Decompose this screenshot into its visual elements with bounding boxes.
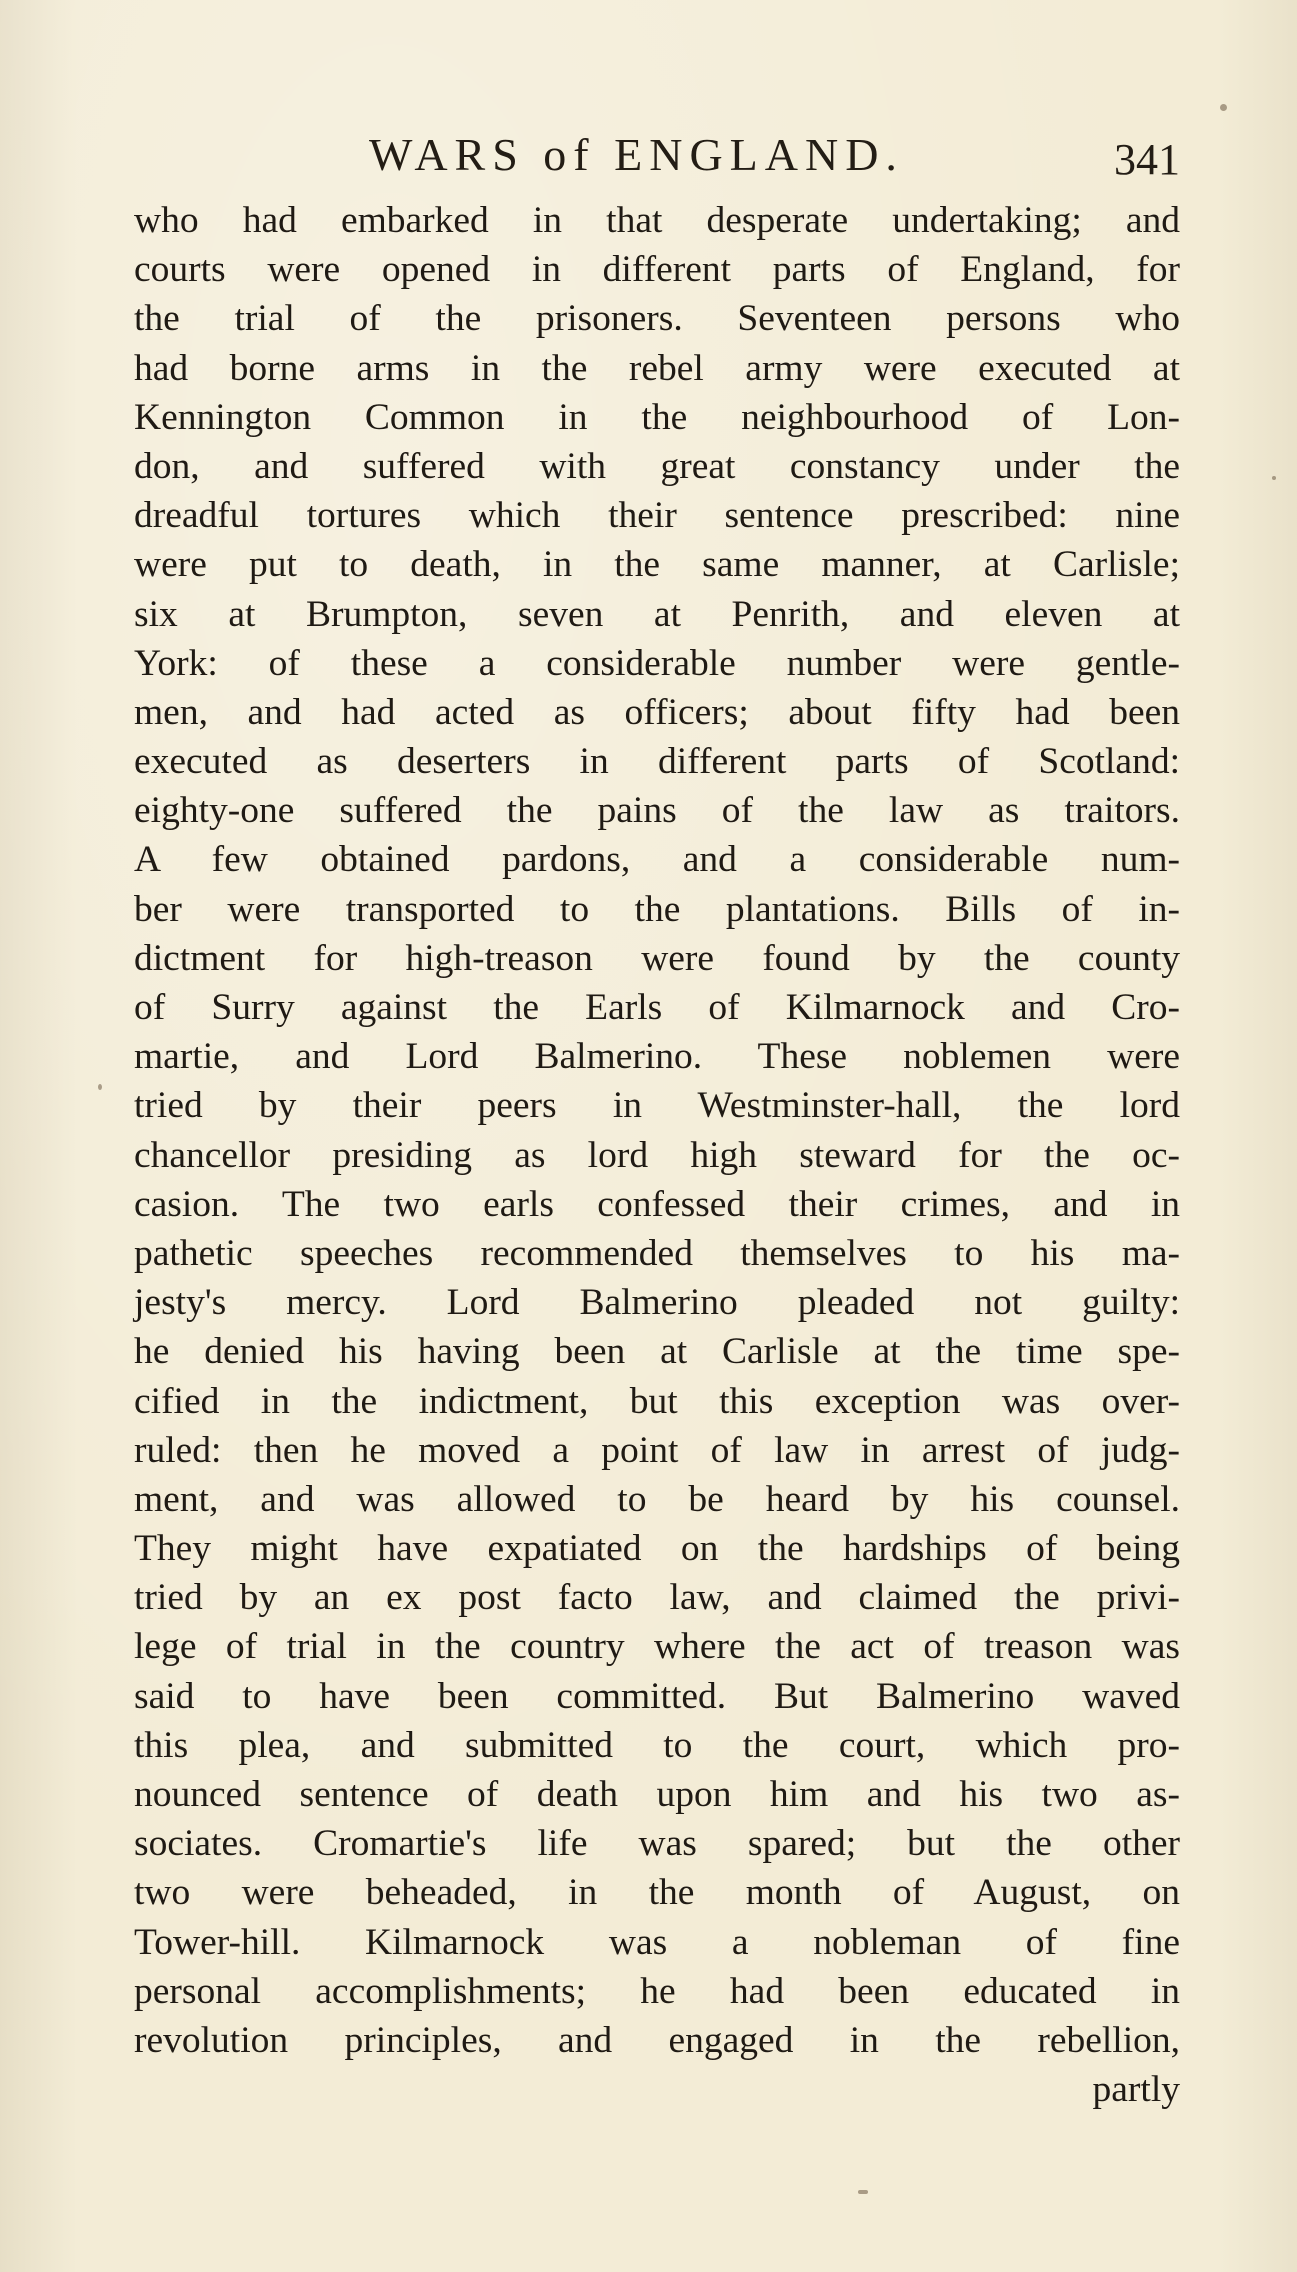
catchword: partly xyxy=(1092,2069,1180,2111)
text-line: six at Brumpton, seven at Penrith, and eleven at xyxy=(134,593,1180,635)
text-line: eighty-one suffered the pains of the law as traitors. xyxy=(134,790,1180,832)
text-line: had borne arms in the rebel army were executed at xyxy=(134,347,1180,389)
text-line: tried by an ex post facto law, and claimed the privi- xyxy=(134,1577,1180,1619)
text-line: dictment for high-treason were found by the county xyxy=(134,937,1180,979)
text-line: said to have been committed. But Balmerino waved xyxy=(134,1675,1180,1717)
text-line: men, and had acted as officers; about fifty had been xyxy=(134,691,1180,733)
text-line: casion. The two earls confessed their crimes, and in xyxy=(134,1183,1180,1225)
text-line: York: of these a considerable number were gentle- xyxy=(134,642,1180,684)
text-line: cified in the indictment, but this exception was over- xyxy=(134,1380,1180,1422)
text-line: Tower-hill. Kilmarnock was a nobleman of fine xyxy=(134,1921,1180,1963)
text-line: They might have expatiated on the hardships of being xyxy=(134,1528,1180,1570)
text-line: the trial of the prisoners. Seventeen persons who xyxy=(134,298,1180,340)
text-line: courts were opened in different parts of England, for xyxy=(134,249,1180,291)
text-line: tried by their peers in Westminster-hall, the lord xyxy=(134,1085,1180,1127)
text-line: ber were transported to the plantations. Bills of in- xyxy=(134,888,1180,930)
paper-speck xyxy=(98,1084,102,1090)
text-line: pathetic speeches recommended themselves to his ma- xyxy=(134,1232,1180,1274)
text-line: of Surry against the Earls of Kilmarnock and Cro- xyxy=(134,987,1180,1028)
text-line: nounced sentence of death upon him and his two as- xyxy=(134,1774,1180,1815)
paper-speck xyxy=(1220,104,1227,111)
paper-speck xyxy=(1272,476,1276,480)
text-line: ment, and was allowed to be heard by his counsel. xyxy=(134,1478,1180,1520)
paper-speck xyxy=(858,2190,868,2194)
text-line: who had embarked in that desperate undertaking; and xyxy=(134,200,1180,241)
text-line: martie, and Lord Balmerino. These noblemen were xyxy=(134,1036,1180,1078)
body-text xyxy=(134,196,1180,2114)
text-line: executed as deserters in different parts of Scotland: xyxy=(134,741,1180,783)
text-line: chancellor presiding as lord high steward for the oc- xyxy=(134,1134,1180,1176)
text-line: sociates. Cromartie's life was spared; but the other xyxy=(134,1823,1180,1865)
text-line: lege of trial in the country where the act of treason was xyxy=(134,1626,1180,1668)
text-line: two were beheaded, in the month of August, on xyxy=(134,1872,1180,1914)
text-line: this plea, and submitted to the court, which pro- xyxy=(134,1724,1180,1766)
page-header xyxy=(134,128,1180,188)
text-line: revolution principles, and engaged in the rebellion, xyxy=(134,2019,1180,2061)
page-number: 341 xyxy=(1114,135,1180,184)
text-line: don, and suffered with great constancy under the xyxy=(134,445,1180,487)
text-line: ruled: then he moved a point of law in arrest of judg- xyxy=(134,1429,1180,1471)
text-line: dreadful tortures which their sentence prescribed: nine xyxy=(134,495,1180,537)
text-line: were put to death, in the same manner, at Carlisle; xyxy=(134,544,1180,586)
text-line: he denied his having been at Carlisle at the time spe- xyxy=(134,1331,1180,1373)
running-head: WARS of ENGLAND. xyxy=(369,129,904,180)
text-line: personal accomplishments; he had been educated in xyxy=(134,1970,1180,2012)
text-line: jesty's mercy. Lord Balmerino pleaded not guilty: xyxy=(134,1282,1180,1324)
text-line: Kennington Common in the neighbourhood of Lon- xyxy=(134,396,1180,438)
text-line: A few obtained pardons, and a considerable num- xyxy=(134,839,1180,881)
